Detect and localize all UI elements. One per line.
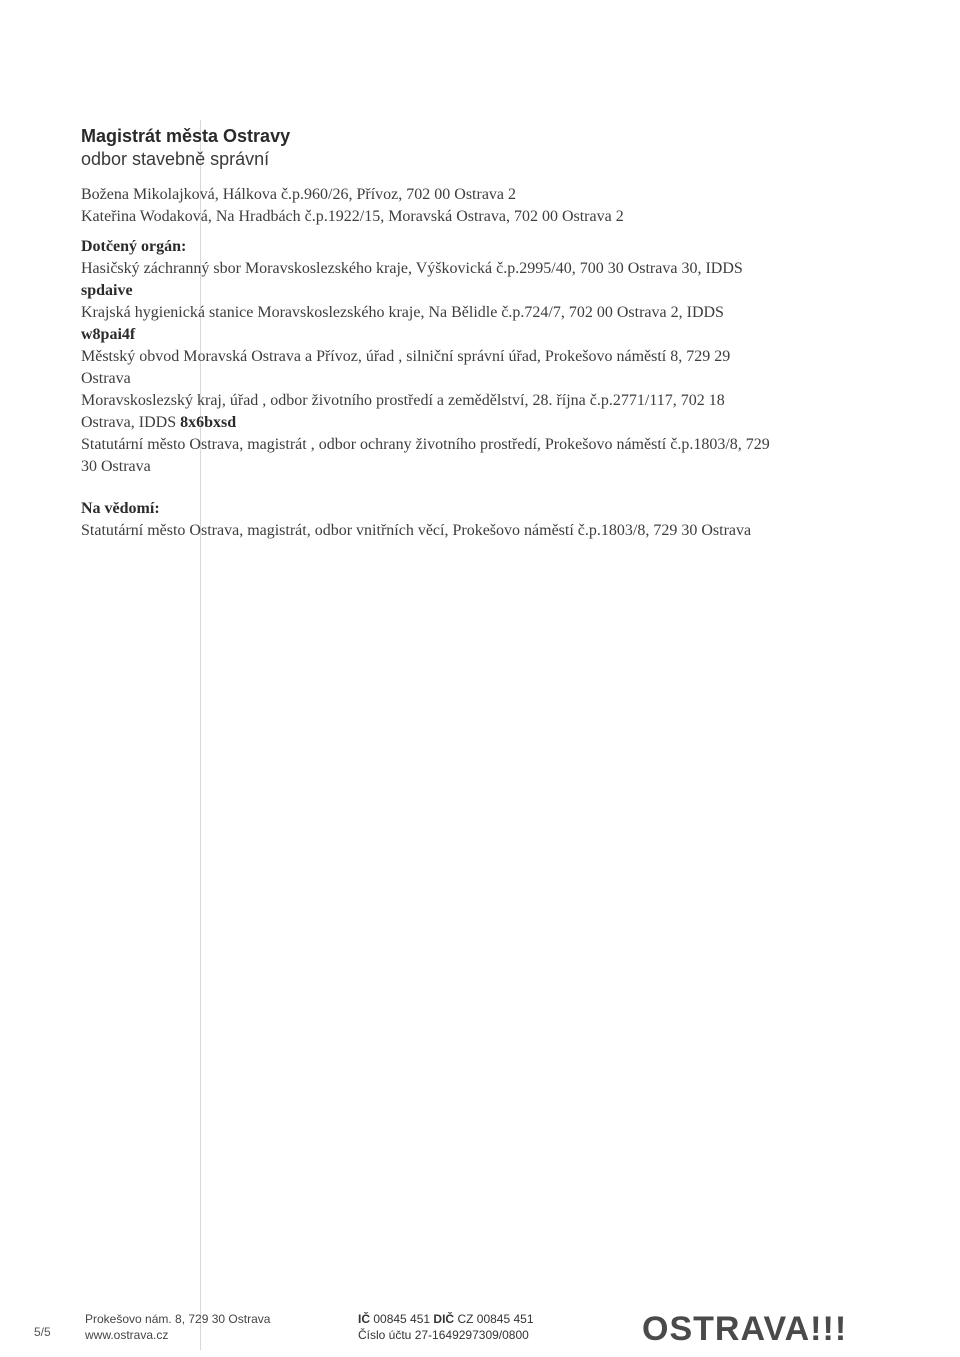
organization-name: Magistrát města Ostravy xyxy=(81,126,291,146)
databox-code: w8pai4f xyxy=(81,326,136,343)
document-header xyxy=(81,124,290,170)
authority-line-cont: Ostrava xyxy=(81,370,131,387)
footer-ids xyxy=(358,1311,534,1343)
affected-authority-heading: Dotčený orgán: xyxy=(81,238,187,255)
authority-line-cont xyxy=(81,412,871,434)
department-name: odbor stavebně správní xyxy=(81,149,270,169)
tax-ids: IČ 00845 451 DIČ CZ 00845 451 xyxy=(358,1312,534,1326)
address-line: Prokešovo nám. 8, 729 30 Ostrava xyxy=(85,1312,271,1326)
authority-line-cont: 30 Ostrava xyxy=(81,458,151,475)
page-number: 5/5 xyxy=(34,1325,51,1339)
notice-heading: Na vědomí: xyxy=(81,500,160,517)
authority-cont-text: Ostrava, IDDS xyxy=(81,414,181,431)
authority-line: Krajská hygienická stanice Moravskoslezského kraje, Na Bělidle č.p.724/7, 702 00 Ostrava 2, IDDS xyxy=(81,304,724,321)
recipient-line: Božena Mikolajková, Hálkova č.p.960/26, Přívoz, 702 00 Ostrava 2 xyxy=(81,186,517,203)
bank-account: Číslo účtu 27-1649297309/0800 xyxy=(358,1328,529,1342)
recipient-line: Kateřina Wodaková, Na Hradbách č.p.1922/15, Moravská Ostrava, 702 00 Ostrava 2 xyxy=(81,208,624,225)
databox-code: 8x6bxsd xyxy=(180,414,237,431)
ostrava-logo: OSTRAVA!!! xyxy=(642,1310,848,1348)
authority-line: Statutární město Ostrava, magistrát , odbor ochrany životního prostředí, Prokešovo náměstí č.p.1803/8, 729 xyxy=(81,436,770,453)
page-footer xyxy=(0,1309,960,1349)
authority-line: Hasičský záchranný sbor Moravskoslezského kraje, Výškovická č.p.2995/40, 700 30 Ostrava 30, IDDS xyxy=(81,260,743,277)
footer-address xyxy=(85,1311,270,1343)
web-link[interactable]: www.ostrava.cz xyxy=(85,1328,169,1342)
databox-code: spdaive xyxy=(81,282,133,299)
distribution-list xyxy=(81,184,871,542)
authority-line: Městský obvod Moravská Ostrava a Přívoz, úřad , silniční správní úřad, Prokešovo náměstí 8, 729 29 xyxy=(81,348,731,365)
notice-line: Statutární město Ostrava, magistrát, odbor vnitřních věcí, Prokešovo náměstí č.p.1803/8, 729 30 Ostrava xyxy=(81,522,752,539)
authority-line: Moravskoslezský kraj, úřad , odbor životního prostředí a zemědělství, 28. října č.p.2771/117, 702 18 xyxy=(81,392,725,409)
